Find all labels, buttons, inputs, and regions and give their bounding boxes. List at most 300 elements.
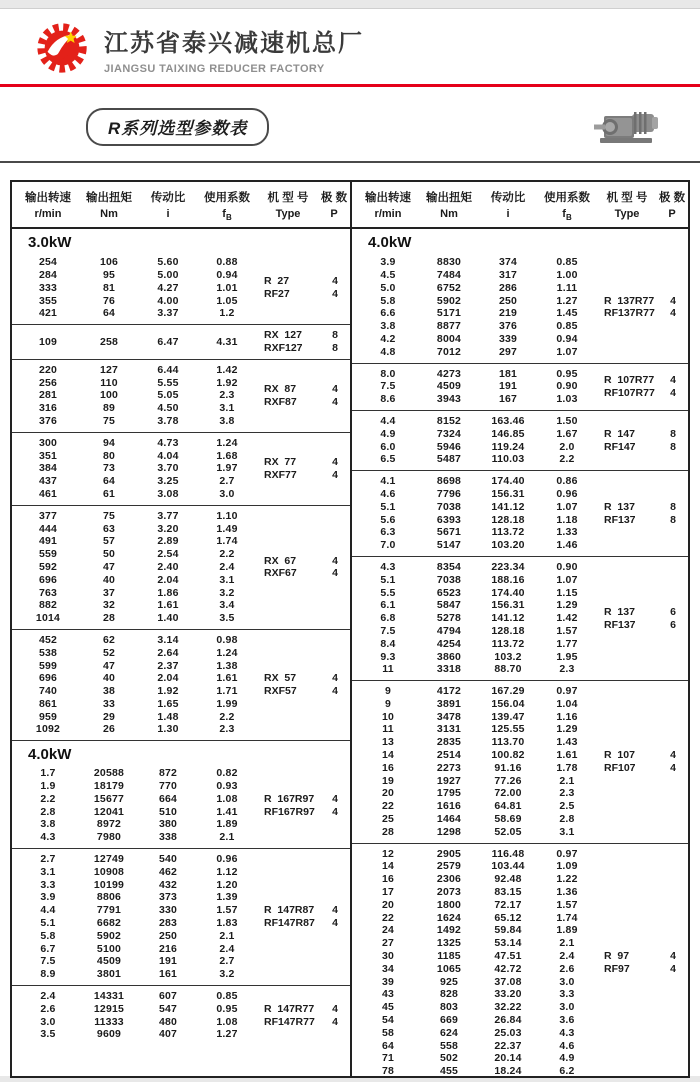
table-cell: 0.97 xyxy=(556,685,578,698)
table-cell: 4.50 xyxy=(157,402,179,415)
table-cell: 5.05 xyxy=(157,389,179,402)
model-type-label: R 107R77 xyxy=(604,373,655,386)
model-type-row xyxy=(598,307,688,320)
model-type-label: R 147R87 xyxy=(264,904,315,917)
table-cell: 1.65 xyxy=(157,697,179,710)
table-cell: 3.2 xyxy=(219,586,235,599)
table-cell: 1.07 xyxy=(556,573,578,586)
model-type-label: R 137 xyxy=(604,605,635,618)
model-type-row xyxy=(258,793,350,806)
table-cell: 297 xyxy=(498,345,518,358)
table-cell: 6682 xyxy=(96,917,122,930)
table-row xyxy=(18,793,258,806)
table-cell: 103.2 xyxy=(494,650,522,663)
table-cell: 1.41 xyxy=(216,805,238,818)
pole-count: 4 xyxy=(670,386,676,399)
table-row xyxy=(18,269,258,282)
table-cell: 0.98 xyxy=(216,633,238,646)
model-type-label: RX 77 xyxy=(264,455,297,468)
table-cell: 2.4 xyxy=(40,990,56,1003)
table-cell: 22 xyxy=(381,800,395,813)
table-right-column xyxy=(350,182,688,1076)
table-cell: 9 xyxy=(384,697,392,710)
table-cell: 925 xyxy=(439,975,459,988)
pole-count: 4 xyxy=(670,307,676,320)
table-cell: 167 xyxy=(498,393,518,406)
table-cell: 3.8 xyxy=(219,414,235,427)
data-rows xyxy=(18,767,258,844)
table-cell: 75 xyxy=(102,509,116,522)
table-cell: 7980 xyxy=(96,831,122,844)
table-cell: 6.3 xyxy=(380,526,396,539)
model-type-label: R 137R77 xyxy=(604,294,655,307)
table-cell: 1.24 xyxy=(216,646,238,659)
table-cell: 7.5 xyxy=(40,955,56,968)
table-cell: 7.0 xyxy=(380,539,396,552)
table-cell: 1.67 xyxy=(556,427,578,440)
table-cell: 2.1 xyxy=(219,929,235,942)
model-type-block xyxy=(598,501,688,527)
model-type-row xyxy=(598,950,688,963)
table-row xyxy=(358,393,598,406)
data-rows xyxy=(18,510,258,625)
table-cell: 4172 xyxy=(436,685,462,698)
table-cell: 7791 xyxy=(96,904,122,917)
table-row xyxy=(358,561,598,574)
table-cell: 9 xyxy=(384,685,392,698)
table-cell: 2.1 xyxy=(219,831,235,844)
table-row xyxy=(18,295,258,308)
parameter-group xyxy=(12,432,350,505)
table-cell: 33.20 xyxy=(494,988,522,1001)
pole-count: 8 xyxy=(332,341,338,354)
table-cell: 2.54 xyxy=(157,548,179,561)
table-cell: 1.18 xyxy=(556,513,578,526)
table-cell: 52.05 xyxy=(494,825,522,838)
table-cell: 3.1 xyxy=(40,865,56,878)
pole-count: 4 xyxy=(332,685,338,698)
model-type-row xyxy=(258,329,350,342)
table-row xyxy=(18,866,258,879)
table-row xyxy=(18,599,258,612)
table-cell: 3478 xyxy=(436,710,462,723)
table-row xyxy=(358,937,598,950)
table-cell: 1.71 xyxy=(216,685,238,698)
table-cell: 15677 xyxy=(93,792,125,805)
table-row xyxy=(358,514,598,527)
table-cell: 480 xyxy=(158,1015,178,1028)
table-cell: 2905 xyxy=(436,847,462,860)
table-row xyxy=(18,647,258,660)
table-cell: 1.29 xyxy=(556,723,578,736)
table-cell: 0.94 xyxy=(556,332,578,345)
table-cell: 284 xyxy=(38,268,58,281)
data-rows xyxy=(18,256,258,320)
table-cell: 1.38 xyxy=(216,659,238,672)
header-divider xyxy=(0,161,700,163)
table-row xyxy=(358,963,598,976)
model-type-row xyxy=(258,555,350,568)
table-cell: 432 xyxy=(158,878,178,891)
table-cell: 5171 xyxy=(436,307,462,320)
model-type-row xyxy=(258,288,350,301)
table-cell: 7484 xyxy=(436,268,462,281)
table-row xyxy=(358,711,598,724)
table-cell: 19 xyxy=(381,774,395,787)
table-cell: 3.3 xyxy=(559,988,575,1001)
parameter-group xyxy=(12,324,350,359)
table-row xyxy=(18,968,258,981)
table-cell: 53.14 xyxy=(494,937,522,950)
table-cell: 803 xyxy=(439,1001,459,1014)
table-cell: 538 xyxy=(38,646,58,659)
table-cell: 3131 xyxy=(436,723,462,736)
table-cell: 2.8 xyxy=(559,813,575,826)
table-cell: 872 xyxy=(158,767,178,780)
table-cell: 1.89 xyxy=(556,924,578,937)
table-cell: 1492 xyxy=(436,924,462,937)
table-cell: 181 xyxy=(498,367,518,380)
table-cell: 5487 xyxy=(436,453,462,466)
table-cell: 7.5 xyxy=(380,380,396,393)
table-cell: 740 xyxy=(38,685,58,698)
table-cell: 2.37 xyxy=(157,659,179,672)
table-cell: 1.57 xyxy=(216,904,238,917)
table-cell: 5147 xyxy=(436,539,462,552)
table-cell: 113.72 xyxy=(491,637,525,650)
table-row xyxy=(18,282,258,295)
table-cell: 3801 xyxy=(96,968,122,981)
table-cell: 6.44 xyxy=(157,363,179,376)
table-cell: 20.14 xyxy=(494,1052,522,1065)
table-cell: 3.1 xyxy=(219,573,235,586)
table-row xyxy=(358,307,598,320)
col-header-poles: 极 数 P xyxy=(320,192,348,220)
table-cell: 10 xyxy=(381,710,395,723)
table-cell: 141.12 xyxy=(491,612,525,625)
table-cell: 1.7 xyxy=(40,767,56,780)
table-cell: 1.39 xyxy=(216,891,238,904)
table-row xyxy=(358,762,598,775)
model-type-row xyxy=(258,904,350,917)
model-type-label: RXF67 xyxy=(264,567,297,580)
pole-count: 4 xyxy=(332,1015,338,1028)
pole-count: 8 xyxy=(670,440,676,453)
data-rows xyxy=(18,437,258,501)
col-header-output-torque: 输出扭矩 Nm xyxy=(86,192,132,220)
table-cell: 1.89 xyxy=(216,818,238,831)
table-cell: 1.74 xyxy=(216,535,238,548)
table-cell: 384 xyxy=(38,462,58,475)
model-type-row xyxy=(598,374,688,387)
table-cell: 8354 xyxy=(436,560,462,573)
model-type-label: R 107 xyxy=(604,749,635,762)
table-cell: 3.78 xyxy=(157,414,179,427)
table-row xyxy=(358,638,598,651)
table-cell: 22.37 xyxy=(494,1039,522,1052)
table-row xyxy=(358,501,598,514)
table-cell: 1.99 xyxy=(216,697,238,710)
table-cell: 12915 xyxy=(93,1002,125,1015)
table-cell: 8877 xyxy=(436,320,462,333)
table-cell: 624 xyxy=(439,1026,459,1039)
model-type-label: R 147R77 xyxy=(264,1002,315,1015)
table-row xyxy=(358,574,598,587)
table-cell: 45 xyxy=(381,1001,395,1014)
table-cell: 80 xyxy=(102,449,116,462)
pole-count: 4 xyxy=(332,275,338,288)
table-cell: 141.12 xyxy=(491,500,525,513)
model-type-row xyxy=(598,441,688,454)
table-cell: 0.90 xyxy=(556,380,578,393)
model-type-row xyxy=(598,501,688,514)
table-cell: 882 xyxy=(38,599,58,612)
table-cell: 7324 xyxy=(436,427,462,440)
table-cell: 4.3 xyxy=(559,1026,575,1039)
table-row xyxy=(358,333,598,346)
model-type-label: RF27 xyxy=(264,288,290,301)
table-row xyxy=(358,380,598,393)
table-cell: 559 xyxy=(38,548,58,561)
table-cell: 167.29 xyxy=(491,685,525,698)
model-type-row xyxy=(598,428,688,441)
data-rows xyxy=(18,364,258,428)
model-type-label: RF137R77 xyxy=(604,307,655,320)
table-cell: 6.0 xyxy=(380,440,396,453)
table-cell: 2.3 xyxy=(559,663,575,676)
table-cell: 2.8 xyxy=(40,805,56,818)
table-cell: 39 xyxy=(381,975,395,988)
model-type-row xyxy=(598,749,688,762)
table-cell: 4.3 xyxy=(380,560,396,573)
table-cell: 2.4 xyxy=(559,950,575,963)
parameter-group xyxy=(12,763,350,848)
table-cell: 2.7 xyxy=(40,853,56,866)
table-cell: 1464 xyxy=(436,813,462,826)
table-cell: 437 xyxy=(38,475,58,488)
table-row xyxy=(18,475,258,488)
table-row xyxy=(18,818,258,831)
data-rows xyxy=(358,415,598,466)
table-cell: 4254 xyxy=(436,637,462,650)
table-cell: 3.70 xyxy=(157,462,179,475)
model-type-label: R 137 xyxy=(604,500,635,513)
table-row xyxy=(18,415,258,428)
table-row xyxy=(18,831,258,844)
table-cell: 100 xyxy=(99,389,119,402)
table-cell: 156.04 xyxy=(491,697,525,710)
table-cell: 1.30 xyxy=(157,723,179,736)
parameter-group xyxy=(352,363,688,410)
table-cell: 1624 xyxy=(436,911,462,924)
table-cell: 1.68 xyxy=(216,449,238,462)
table-cell: 2.1 xyxy=(559,774,575,787)
model-type-label: RXF127 xyxy=(264,341,303,354)
table-cell: 2.64 xyxy=(157,646,179,659)
table-body-left xyxy=(12,229,350,1076)
table-cell: 558 xyxy=(439,1039,459,1052)
table-cell: 1.61 xyxy=(157,599,179,612)
pole-count: 4 xyxy=(670,373,676,386)
table-row xyxy=(18,612,258,625)
table-cell: 444 xyxy=(38,522,58,535)
model-type-block xyxy=(258,329,350,355)
table-cell: 7038 xyxy=(436,500,462,513)
table-cell: 72.00 xyxy=(494,787,522,800)
table-cell: 2835 xyxy=(436,736,462,749)
table-cell: 6.7 xyxy=(40,942,56,955)
table-cell: 27 xyxy=(381,937,395,950)
table-cell: 223.34 xyxy=(491,560,525,573)
table-cell: 3.2 xyxy=(219,968,235,981)
table-row xyxy=(358,428,598,441)
pole-count: 8 xyxy=(332,329,338,342)
table-row xyxy=(18,634,258,647)
table-cell: 13 xyxy=(381,736,395,749)
col-header-poles: 极 数 P xyxy=(658,192,686,220)
table-row xyxy=(358,899,598,912)
table-cell: 861 xyxy=(38,697,58,710)
table-row xyxy=(358,976,598,989)
company-name-cn: 江苏省泰兴减速机总厂 xyxy=(104,30,364,57)
table-cell: 3.8 xyxy=(380,320,396,333)
table-cell: 16 xyxy=(381,873,395,886)
table-cell: 18.24 xyxy=(494,1065,522,1078)
table-cell: 8.6 xyxy=(380,393,396,406)
table-cell: 3.1 xyxy=(219,402,235,415)
table-header xyxy=(352,182,688,229)
table-cell: 4.27 xyxy=(157,281,179,294)
table-cell: 25 xyxy=(381,813,395,826)
table-cell: 34 xyxy=(381,962,395,975)
table-cell: 8152 xyxy=(436,414,462,427)
table-cell: 1.36 xyxy=(556,886,578,899)
table-cell: 50 xyxy=(102,548,116,561)
table-cell: 540 xyxy=(158,853,178,866)
table-cell: 6752 xyxy=(436,281,462,294)
table-cell: 1.42 xyxy=(216,363,238,376)
table-cell: 24 xyxy=(381,924,395,937)
table-cell: 64 xyxy=(102,475,116,488)
table-cell: 0.95 xyxy=(556,367,578,380)
table-cell: 40 xyxy=(102,672,116,685)
table-cell: 1.07 xyxy=(556,500,578,513)
model-type-block xyxy=(598,606,688,632)
col-header-service-factor: 使用系数 $f_B$ xyxy=(544,192,590,223)
model-type-row xyxy=(598,606,688,619)
table-cell: 4.3 xyxy=(40,831,56,844)
table-cell: 20588 xyxy=(93,767,125,780)
table-cell: 26.84 xyxy=(494,1014,522,1027)
table-cell: 47 xyxy=(102,659,116,672)
table-cell: 374 xyxy=(498,256,518,269)
reducer-product-image xyxy=(588,104,660,150)
table-body-right xyxy=(352,229,688,1082)
table-cell: 599 xyxy=(38,659,58,672)
table-row xyxy=(18,879,258,892)
company-logo-gear-icon xyxy=(34,19,92,77)
table-cell: 17 xyxy=(381,886,395,899)
table-row xyxy=(358,539,598,552)
table-cell: 1.61 xyxy=(216,672,238,685)
table-cell: 119.24 xyxy=(491,440,525,453)
table-cell: 373 xyxy=(158,891,178,904)
col-header-ratio: 传动比 i xyxy=(490,192,526,220)
table-cell: 1.08 xyxy=(216,792,238,805)
table-cell: 216 xyxy=(158,942,178,955)
table-cell: 43 xyxy=(381,988,395,1001)
table-cell: 1.95 xyxy=(556,650,578,663)
table-cell: 3891 xyxy=(436,697,462,710)
pole-count: 4 xyxy=(332,1002,338,1015)
table-cell: 0.85 xyxy=(556,320,578,333)
table-cell: 163.46 xyxy=(491,414,525,427)
table-cell: 1.45 xyxy=(556,307,578,320)
data-rows xyxy=(358,256,598,358)
table-cell: 2.3 xyxy=(219,389,235,402)
table-cell: 63 xyxy=(102,522,116,535)
table-row xyxy=(358,282,598,295)
table-cell: 64.81 xyxy=(494,800,522,813)
table-cell: 106 xyxy=(99,256,119,269)
table-cell: 10908 xyxy=(93,865,125,878)
table-cell: 28 xyxy=(102,612,116,625)
table-cell: 12 xyxy=(381,847,395,860)
table-cell: 72.17 xyxy=(494,898,522,911)
table-cell: 156.31 xyxy=(491,599,525,612)
table-row xyxy=(358,625,598,638)
table-cell: 1.92 xyxy=(216,376,238,389)
table-cell: 22 xyxy=(381,911,395,924)
page-title: R系列选型参数表 xyxy=(86,108,269,146)
table-row xyxy=(18,698,258,711)
table-cell: 1.77 xyxy=(556,637,578,650)
table-cell: 10199 xyxy=(93,878,125,891)
table-cell: 6.6 xyxy=(380,307,396,320)
table-cell: 6.5 xyxy=(380,453,396,466)
table-cell: 4.4 xyxy=(380,414,396,427)
pole-count: 4 xyxy=(332,468,338,481)
pole-count: 4 xyxy=(670,962,676,975)
table-cell: 8698 xyxy=(436,475,462,488)
table-cell: 94 xyxy=(102,436,116,449)
table-cell: 12041 xyxy=(93,805,125,818)
table-cell: 77.26 xyxy=(494,774,522,787)
pole-count: 8 xyxy=(670,500,676,513)
table-cell: 0.88 xyxy=(216,256,238,269)
table-cell: 11 xyxy=(382,663,394,676)
table-row xyxy=(358,599,598,612)
model-type-label: RXF87 xyxy=(264,395,297,408)
table-cell: 0.94 xyxy=(216,268,238,281)
table-cell: 0.96 xyxy=(216,853,238,866)
table-cell: 2.0 xyxy=(559,440,575,453)
table-row xyxy=(18,660,258,673)
table-cell: 8.0 xyxy=(380,367,396,380)
table-row xyxy=(18,853,258,866)
table-cell: 191 xyxy=(498,380,518,393)
col-header-output-speed: 输出转速 r/min xyxy=(25,192,71,220)
table-cell: 3.77 xyxy=(157,509,179,522)
model-type-label: R 27 xyxy=(264,275,290,288)
table-cell: 5671 xyxy=(436,526,462,539)
table-cell: 116.48 xyxy=(491,847,525,860)
model-type-label: RF107R77 xyxy=(604,386,655,399)
table-cell: 113.70 xyxy=(491,736,525,749)
table-cell: 250 xyxy=(498,294,518,307)
table-cell: 14 xyxy=(381,860,395,873)
table-cell: 18179 xyxy=(93,780,125,793)
